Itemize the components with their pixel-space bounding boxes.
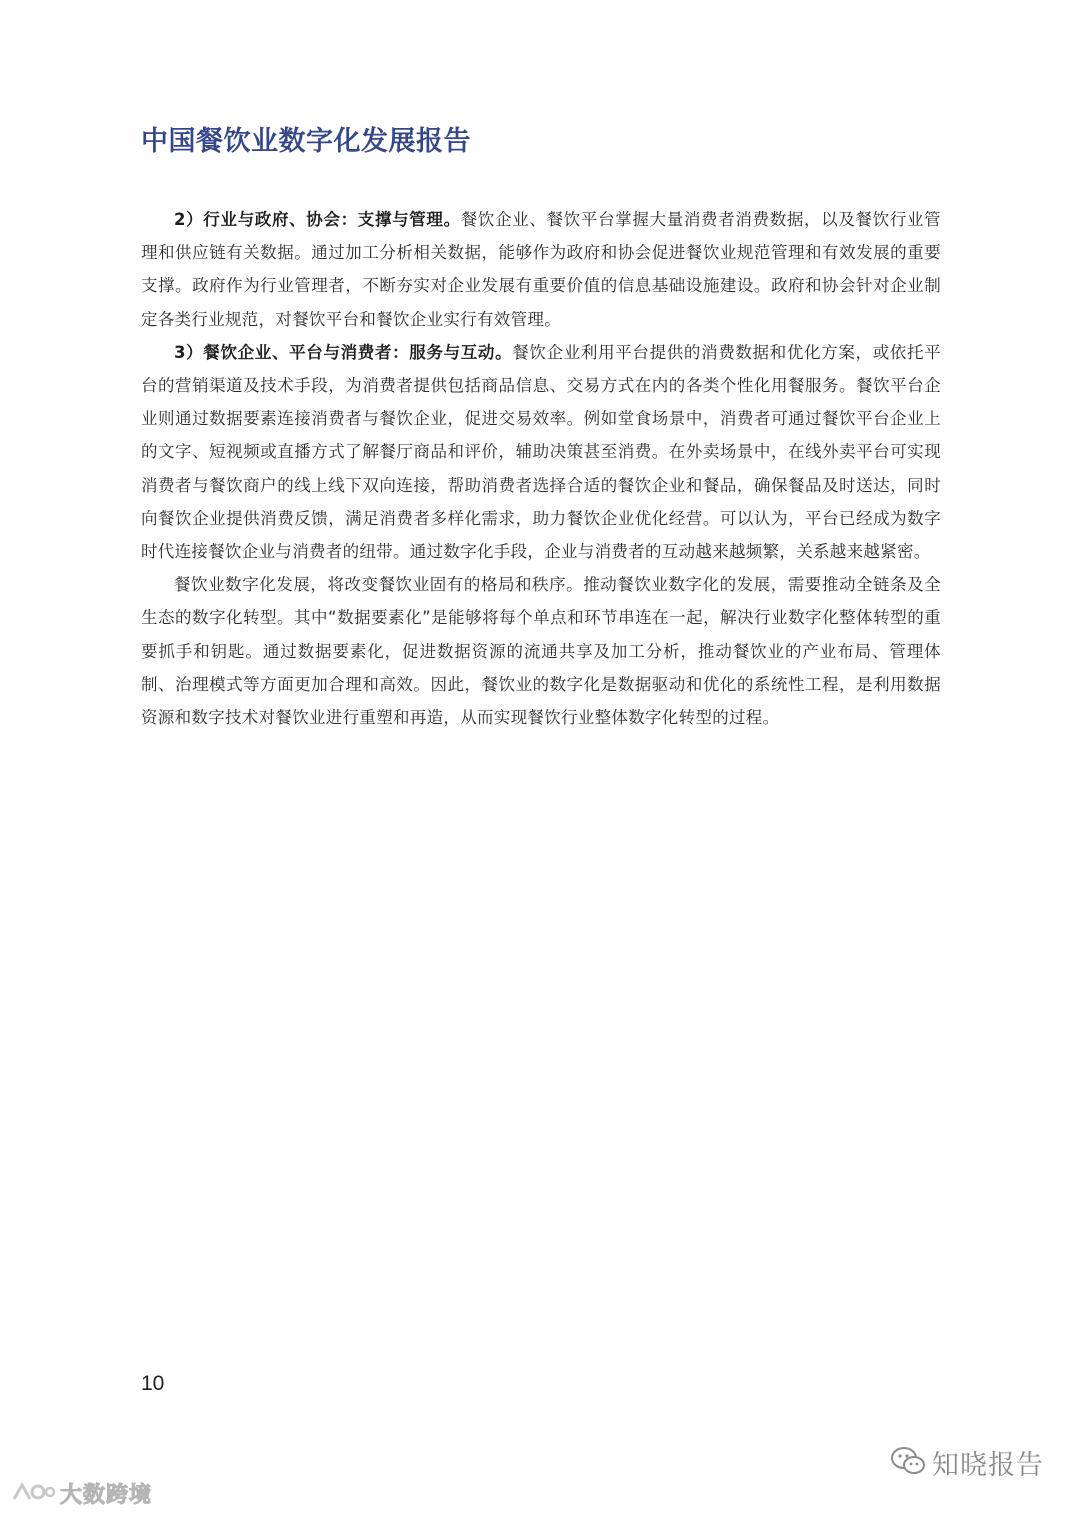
watermark-right (890, 1443, 1044, 1482)
wechat-icon (890, 1446, 926, 1480)
paragraph-text: 餐饮企业、餐饮平台掌握大量消费者消费数据，以及餐饮行业管理和供应链有关数据。通过加工分析相关数据，能够作为政府和协会促进餐饮业规范管理和有效发展的重要支撑。政府作为行业管理者，不断夯实对企业发展有重要价值的信息基础设施建设。政府和协会针对企业制定各类行业规范，对餐饮平台和餐饮企业实行有效管理。 (141, 210, 941, 329)
page-number: 10 (141, 1372, 165, 1395)
paragraph-digital-development (141, 568, 941, 734)
paragraph-enterprise-platform-consumer (141, 336, 941, 568)
paragraph-lead: 2）行业与政府、协会：支撑与管理。 (174, 210, 461, 229)
page-title: 中国餐饮业数字化发展报告 (141, 126, 471, 157)
paragraph-text: 餐饮企业利用平台提供的消费数据和优化方案，或依托平台的营销渠道及技术手段，为消费者提供包括商品信息、交易方式在内的各类个性化用餐服务。餐饮平台企业则通过数据要素连接消费者与餐饮企业，促进交易效率。例如堂食场景中，消费者可通过餐饮平台企业上的文字、短视频或直播方式了解餐厅商品和评价，辅助决策甚至消费。在外卖场景中，在线外卖平台可实现消费者与餐饮商户的线上线下双向连接，帮助消费者选择合适的餐饮企业和餐品，确保餐品及时送达，同时向餐饮企业提供消费反馈，满足消费者多样化需求，助力餐饮企业优化经营。可以认为，平台已经成为数字时代连接餐饮企业与消费者的纽带。通过数字化手段，企业与消费者的互动越来越频繁，关系越来越紧密。 (141, 342, 942, 562)
paragraph-industry-government (141, 203, 941, 336)
watermark-right-text: 知晓报告 (932, 1450, 1044, 1481)
watermark-left-text: 大数跨境 (60, 1483, 153, 1508)
body-text (141, 203, 941, 734)
paragraph-lead: 3）餐饮企业、平台与消费者：服务与互动。 (174, 342, 513, 362)
logo-icon (10, 1479, 56, 1509)
watermark-left (10, 1478, 152, 1509)
paragraph-text: 餐饮业数字化发展，将改变餐饮业固有的格局和秩序。推动餐饮业数字化的发展，需要推动全链条及全生态的数字化转型。其中“数据要素化”是能够将每个单点和环节串连在一起，解决行业数字化整体转型的重要抓手和钥匙。通过数据要素化，促进数据资源的流通共享及加工分析，推动餐饮业的产业布局、管理体制、治理模式等方面更加合理和高效。因此，餐饮业的数字化是数据驱动和优化的系统性工程，是利用数据资源和数字技术对餐饮业进行重塑和再造，从而实现餐饮行业整体数字化转型的过程。 (141, 575, 941, 728)
